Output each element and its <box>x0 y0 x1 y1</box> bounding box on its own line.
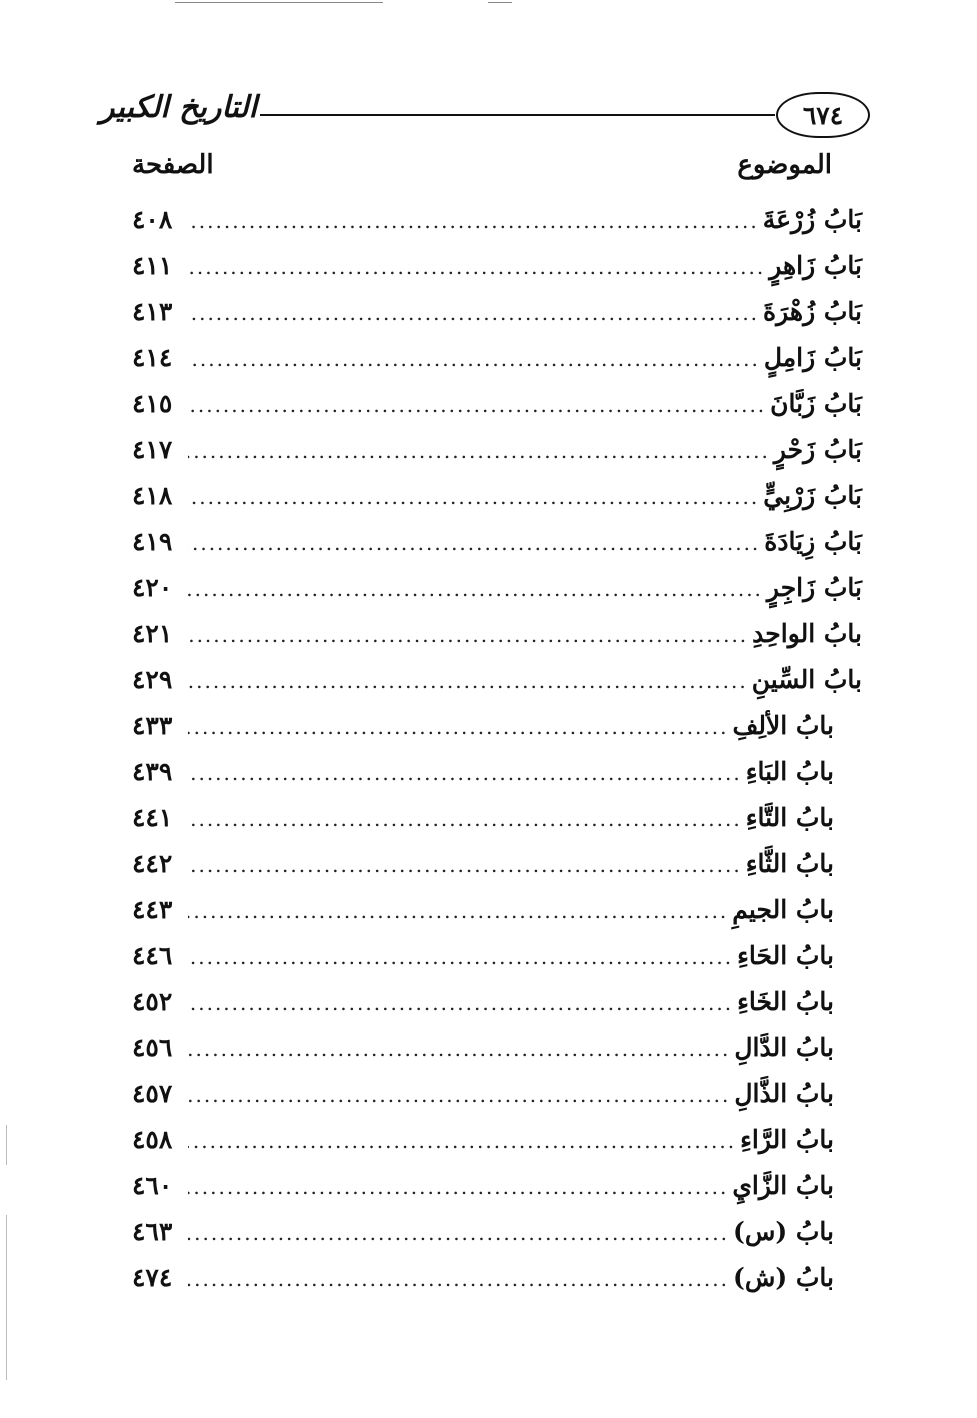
toc-entry-title: بَابُ زَاهِرٍ <box>769 251 862 280</box>
toc-leader-dots <box>188 1037 730 1061</box>
scan-margin-mark <box>6 1125 7 1165</box>
toc-entry-title: بَابُ زَرْبِيٍّ <box>763 481 862 510</box>
page-header <box>100 88 870 148</box>
toc-leader-dots <box>188 899 728 923</box>
toc-entry-page: ٤١٣ <box>132 297 173 326</box>
toc-entry-page: ٤١١ <box>132 251 173 280</box>
toc-entry-page: ٤٣٣ <box>132 711 173 740</box>
toc-leader-dots <box>188 1083 730 1107</box>
toc-entry-page: ٤٢٠ <box>132 573 173 602</box>
toc-entry[interactable] <box>132 895 862 941</box>
toc-entry-title: بَابُ زِيَادَةَ <box>764 527 862 556</box>
toc-entry-title: بَابُ زُهْرَةَ <box>763 297 862 326</box>
toc-entry[interactable] <box>132 757 862 803</box>
toc-leader-dots <box>188 853 742 877</box>
toc-entry[interactable] <box>132 665 862 711</box>
toc-entry[interactable] <box>132 251 862 297</box>
toc-entry[interactable] <box>132 1171 862 1217</box>
toc-entry-page: ٤٦٠ <box>132 1171 173 1200</box>
toc-leader-dots <box>188 1129 736 1153</box>
toc-leader-dots <box>188 669 748 693</box>
toc-entry-page: ٤٥٧ <box>132 1079 173 1108</box>
toc-entry-title: بابُ الحَاءِ <box>737 941 834 970</box>
toc-entry-title: بَابُ زَحْرٍ <box>773 435 862 464</box>
toc-entry-title: بَابُ زُرْعَةَ <box>762 205 862 234</box>
toc-entry-title: بابُ الألِفِ <box>732 711 834 740</box>
toc-entry-title: بابُ (ش) <box>733 1263 834 1292</box>
toc-entry-title: بابُ الثَّاءِ <box>745 849 834 878</box>
toc-entry-page: ٤٠٨ <box>132 205 173 234</box>
toc-entry-title: بابُ الزَّايِ <box>732 1171 834 1200</box>
book-title: التاريخ الكبير <box>100 90 258 125</box>
toc-leader-dots <box>188 1221 729 1245</box>
toc-entry[interactable] <box>132 1079 862 1125</box>
toc-entry-title: بابُ الجيمِ <box>732 895 834 924</box>
toc-leader-dots <box>188 1175 728 1199</box>
toc-entry[interactable] <box>132 343 862 389</box>
scan-margin-mark <box>6 1215 7 1380</box>
toc-leader-dots <box>188 715 728 739</box>
toc-entry-title: بابُ الواحِدِ <box>752 619 862 648</box>
toc-entry-title: بابُ (س) <box>733 1217 834 1246</box>
column-heading-topic: الموضوع <box>737 150 832 180</box>
toc-entry[interactable] <box>132 1217 862 1263</box>
toc-entry-page: ٤١٤ <box>132 343 173 372</box>
toc-leader-dots <box>188 485 759 509</box>
toc-entry-page: ٤٢١ <box>132 619 173 648</box>
scan-top-rule <box>175 2 383 3</box>
toc-entry-page: ٤٥٦ <box>132 1033 173 1062</box>
toc-entry-page: ٤١٥ <box>132 389 173 418</box>
toc-leader-dots <box>188 807 742 831</box>
toc-entry[interactable] <box>132 849 862 895</box>
toc-leader-dots <box>188 209 759 233</box>
toc-leader-dots <box>188 531 760 555</box>
toc-entry-page: ٤٣٩ <box>132 757 173 786</box>
table-of-contents <box>132 205 862 1309</box>
toc-entry[interactable] <box>132 1033 862 1079</box>
toc-leader-dots <box>188 301 759 325</box>
toc-entry[interactable] <box>132 1125 862 1171</box>
toc-entry-page: ٤٥٢ <box>132 987 173 1016</box>
toc-leader-dots <box>188 1267 729 1291</box>
toc-entry[interactable] <box>132 435 862 481</box>
toc-entry[interactable] <box>132 297 862 343</box>
toc-entry-title: بَابُ زَبَّانَ <box>770 389 862 418</box>
column-heading-page: الصفحة <box>132 150 214 180</box>
toc-leader-dots <box>188 439 770 463</box>
toc-entry[interactable] <box>132 527 862 573</box>
toc-entry[interactable] <box>132 205 862 251</box>
toc-entry-title: بابُ الذَّالِ <box>734 1079 834 1108</box>
toc-entry-page: ٤٧٤ <box>132 1263 173 1292</box>
toc-leader-dots <box>188 347 760 371</box>
toc-leader-dots <box>188 623 748 647</box>
header-divider <box>260 114 775 116</box>
toc-entry-title: بابُ الرَّاءِ <box>740 1125 834 1154</box>
toc-entry[interactable] <box>132 941 862 987</box>
toc-entry[interactable] <box>132 389 862 435</box>
toc-entry-page: ٤٢٩ <box>132 665 173 694</box>
toc-entry-page: ٤٤١ <box>132 803 173 832</box>
toc-entry-page: ٤٤٦ <box>132 941 173 970</box>
scan-top-rule-short <box>488 2 512 3</box>
toc-entry[interactable] <box>132 711 862 757</box>
toc-entry-page: ٤٤٣ <box>132 895 173 924</box>
toc-entry-page: ٤١٨ <box>132 481 173 510</box>
toc-entry-title: بابُ التَّاءِ <box>745 803 834 832</box>
toc-entry[interactable] <box>132 481 862 527</box>
toc-entry-page: ٤١٧ <box>132 435 173 464</box>
toc-entry-title: بَابُ زَاجِرٍ <box>766 573 862 602</box>
toc-entry-title: بَابُ زَامِلٍ <box>763 343 862 372</box>
toc-entry-page: ٤٤٢ <box>132 849 173 878</box>
toc-entry[interactable] <box>132 1263 862 1309</box>
toc-leader-dots <box>188 761 742 785</box>
toc-entry[interactable] <box>132 619 862 665</box>
toc-leader-dots <box>188 255 765 279</box>
toc-entry-page: ٤٦٣ <box>132 1217 173 1246</box>
toc-entry[interactable] <box>132 987 862 1033</box>
toc-entry-page: ٤٥٨ <box>132 1125 173 1154</box>
toc-entry-title: بابُ البَاءِ <box>745 757 834 786</box>
toc-leader-dots <box>188 945 733 969</box>
toc-entry[interactable] <box>132 803 862 849</box>
toc-entry-title: بابُ الخَاءِ <box>737 987 834 1016</box>
toc-entry-page: ٤١٩ <box>132 527 173 556</box>
toc-leader-dots <box>188 393 766 417</box>
toc-entry-title: بابُ الدَّالِ <box>734 1033 834 1062</box>
toc-leader-dots <box>188 577 763 601</box>
page-number: ٦٧٤ <box>776 92 870 138</box>
toc-entry[interactable] <box>132 573 862 619</box>
toc-entry-title: بابُ السِّينِ <box>751 665 862 694</box>
toc-leader-dots <box>188 991 733 1015</box>
